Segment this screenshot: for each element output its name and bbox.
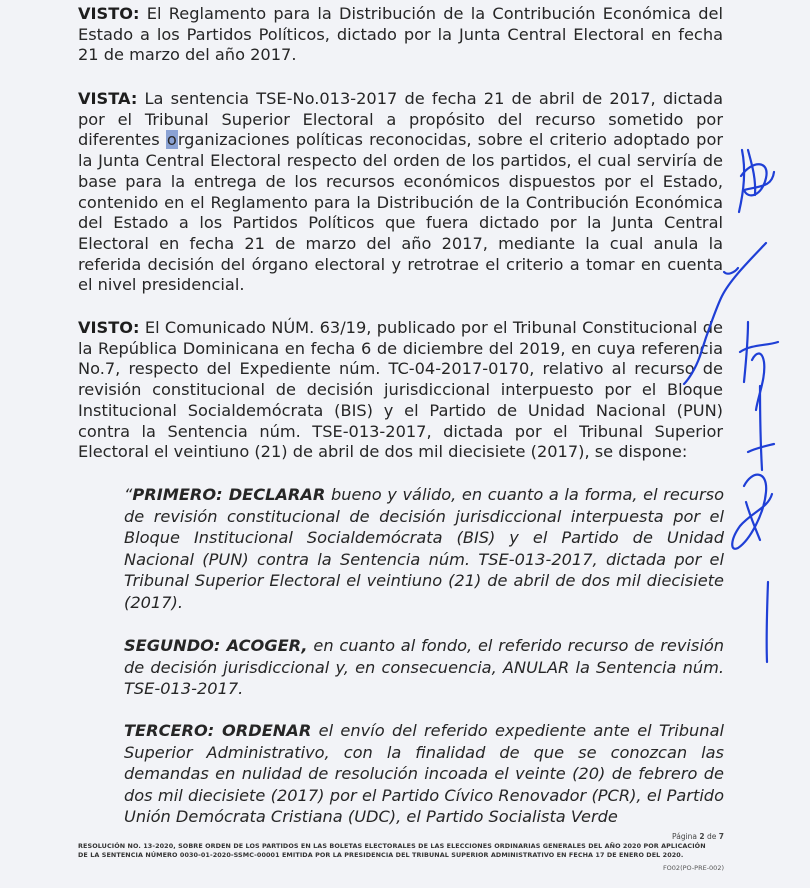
middle-initial-3: [752, 354, 764, 411]
page-number-total: 7: [718, 832, 724, 841]
visto-reglamento-paragraph: [78, 4, 723, 66]
initial-stroke-1: [739, 150, 744, 212]
initial-stroke-2: [741, 164, 774, 195]
form-code: FO02(PO-PRE-002): [662, 864, 724, 872]
middle-initial-1: [744, 322, 748, 382]
quote-tercero: [124, 720, 724, 828]
vista-sentencia-paragraph: [78, 89, 723, 296]
quote-segundo: [124, 635, 724, 700]
loop-stroke-2: [746, 502, 760, 540]
segundo-text: en cuanto al fondo, el referido recurso de revisión de decisión jurisdiccional y, en consecuencia, ANULAR la Sentencia núm. TSE-013-2017.: [124, 636, 724, 698]
vertical-stroke-1: [760, 386, 762, 470]
vista-text-start: La sentencia TSE-No.013-2017 de fecha 21 de abril de 2017, dictada por el Tribunal Superior Electoral a propósito del recurso sometido por diferentes: [78, 89, 723, 150]
primero-label: PRIMERO: DECLARAR: [132, 485, 326, 504]
page-number-current: 2: [699, 832, 705, 841]
footer-line-2: DE LA SENTENCIA NÚMERO 0030-01-2020-SSMC-00001 EMITIDA POR LA PRESIDENCIA DEL TRIBUNAL SUPERIOR ADMINISTRATIVO EN FECHA 17 DE ENERO DEL 2020.: [78, 851, 684, 859]
page-number: [672, 832, 724, 841]
initial-stroke-3: [748, 150, 755, 195]
open-quote-mark: “: [124, 485, 133, 504]
text-selection-highlight: o: [166, 130, 177, 150]
visto-label: VISTO:: [78, 4, 140, 23]
vista-text-end: rganizaciones políticas reconocidas, sobre el criterio adoptado por la Junta Central Electoral respecto del orden de los partidos, el cual serviría de base para la entrega de los recursos económicos dispuestos por el Estado, contenido en el Reglamento para la Distribución de la Contribución Económica del Estado a los Partidos Políticos que fuera dictado por la Junta Central Electoral en fecha 21 de marzo del año 2017, mediante la cual anula la referida decisión del órgano electoral y retrotrae el criterio a tomar en cuenta el nivel presidencial.: [78, 130, 723, 295]
primero-text: bueno y válido, en cuanto a la forma, el recurso de revisión constitucional de decisión jurisdiccional interpuesta por el Bloque Institucional Socialdemócrata (BIS) y el Partido de Unidad Nacional (PUN) contra la Sentencia núm. TSE-013-2017, dictada por el Tribunal Superior Electoral el veintiuno (21) de abril de dos mil diecisiete (2017).: [124, 485, 724, 612]
hook-stroke: [724, 268, 738, 274]
visto-comunicado-text: El Comunicado NÚM. 63/19, publicado por el Tribunal Constitucional de la República Dominicana en fecha 6 de diciembre del 2019, en cuya referencia No.7, respecto del Expediente núm. TC-04-2017-0170, relativo al recurso de revisión constitucional de decisión jurisdiccional interpuesto por el Bloque Institucional Socialdemócrata (BIS) y el Partido de Unidad Nacional (PUN) contra la Sentencia núm. TSE-013-2017, dictada por el Tribunal Superior Electoral el veintiuno (21) de abril de dos mil diecisiete (2017), se dispone:: [78, 318, 723, 462]
footer-line-1: RESOLUCIÓN NO. 13-2020, SOBRE ORDEN DE LOS PARTIDOS EN LAS BOLETAS ELECTORALES DE LAS ELECCIONES ORDINARIAS GENERALES DEL AÑO 2020 POR APLICACIÓN: [78, 842, 706, 850]
middle-initial-2: [740, 342, 778, 352]
loop-stroke: [732, 475, 772, 549]
visto-text: El Reglamento para la Distribución de la Contribución Económica del Estado a los Partidos Políticos, dictado por la Junta Central Electoral en fecha 21 de marzo del año 2017.: [78, 4, 723, 65]
tercero-text: el envío del referido expediente ante el Tribunal Superior Administrativo, con la finalidad de que se conozcan las demandas en nulidad de resolución incoada el veinte (20) de febrero de dos mil diecisiete (2017) por el Partido Cívico Renovador (PCR), el Partido Unión Demócrata Cristiana (UDC), el Partido Socialista Verde: [124, 721, 724, 826]
vertical-stroke-2: [767, 582, 768, 662]
quote-primero: [124, 484, 724, 613]
page-number-separator: de: [704, 832, 719, 841]
visto-label: VISTO:: [78, 318, 140, 337]
visto-comunicado-paragraph: [78, 318, 723, 463]
segundo-label: SEGUNDO: ACOGER,: [124, 636, 308, 655]
vista-label: VISTA:: [78, 89, 138, 108]
page-number-prefix: Página: [672, 832, 700, 841]
tercero-label: TERCERO: ORDENAR: [124, 721, 312, 740]
cross-stroke-1: [748, 444, 774, 452]
